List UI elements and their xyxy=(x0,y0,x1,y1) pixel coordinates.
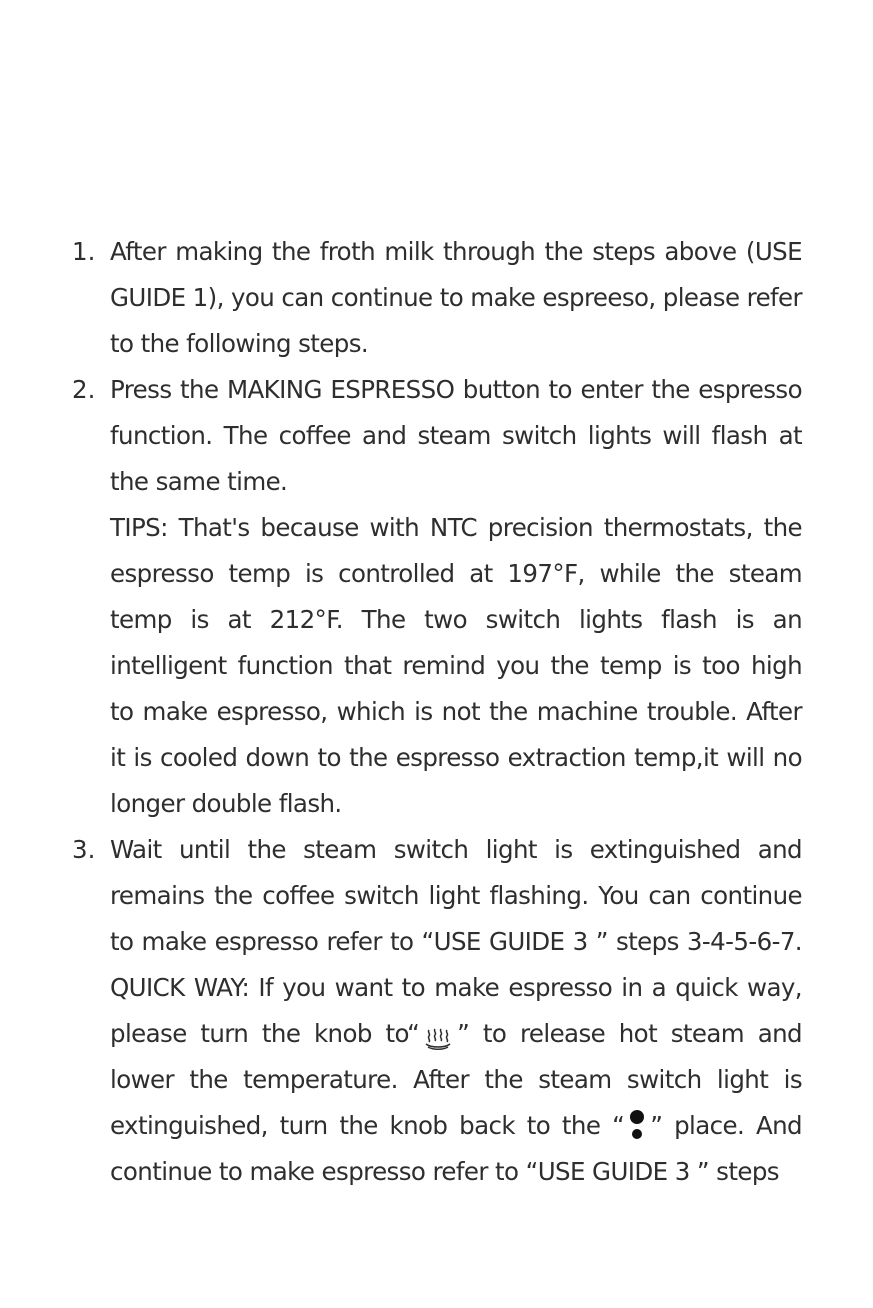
list-item-1 xyxy=(72,229,803,367)
dot-line-after: ” place. And xyxy=(650,1111,802,1140)
item-line: remains the coffee switch light flashing. You can continue xyxy=(110,881,802,910)
item-line: to the following steps. xyxy=(110,329,369,358)
steam-icon xyxy=(423,1020,453,1044)
instruction-list xyxy=(72,229,803,1195)
item-line: to make espresso refer to “USE GUIDE 3 ” steps 3-4-5-6-7. xyxy=(110,927,802,956)
item-line: the same time. xyxy=(110,467,288,496)
dot-line-before: extinguished, turn the knob back to the “ xyxy=(110,1111,625,1140)
item-line: function. The coffee and steam switch lights will flash at xyxy=(110,421,802,450)
item-line: After making the froth milk through the steps above (USE xyxy=(110,237,802,266)
tips-line: it is cooled down to the espresso extraction temp,it will no xyxy=(110,743,802,772)
tips-line: to make espresso, which is not the machine trouble. After xyxy=(110,697,802,726)
steam-line-before: please turn the knob to“ xyxy=(110,1019,420,1048)
tips-line: temp is at 212°F. The two switch lights flash is an xyxy=(110,605,802,634)
item-line: GUIDE 1), you can continue to make espreeso, please refer xyxy=(110,283,803,312)
dot-icon xyxy=(628,1108,646,1142)
item-number: 1. xyxy=(72,237,96,266)
quick-way-line: lower the temperature. After the steam switch light is xyxy=(110,1065,802,1094)
quick-way-line-dot xyxy=(110,1103,802,1149)
steam-line-after: ” to release hot steam and xyxy=(457,1019,802,1048)
list-item-2 xyxy=(72,367,802,827)
tips-line: TIPS: That's because with NTC precision thermostats, the xyxy=(110,513,802,542)
item-line: Wait until the steam switch light is extinguished and xyxy=(110,835,802,864)
tips-line: longer double flash. xyxy=(110,789,342,818)
quick-way-line: continue to make espresso refer to “USE GUIDE 3 ” steps xyxy=(110,1157,779,1186)
tips-line: intelligent function that remind you the temp is too high xyxy=(110,651,802,680)
item-line: Press the MAKING ESPRESSO button to enter the espresso xyxy=(110,375,802,404)
list-item-3 xyxy=(72,827,802,1195)
item-number: 3. xyxy=(72,835,96,864)
quick-way-line-steam xyxy=(110,1011,802,1057)
quick-way-line: QUICK WAY: If you want to make espresso in a quick way, xyxy=(110,973,802,1002)
item-number: 2. xyxy=(72,375,96,404)
tips-line: espresso temp is controlled at 197°F, while the steam xyxy=(110,559,802,588)
